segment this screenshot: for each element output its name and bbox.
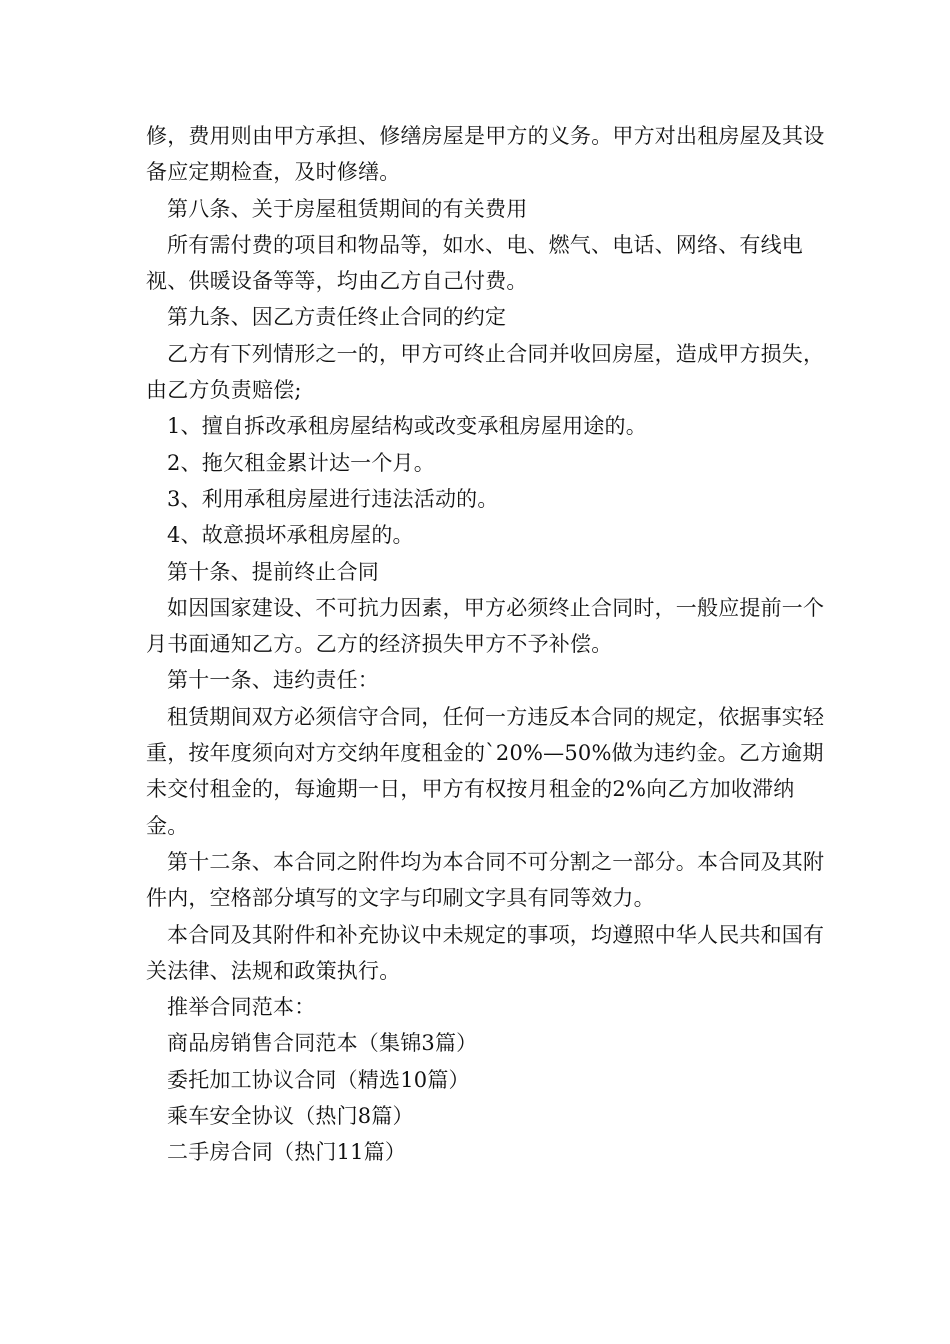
applicable-law-paragraph: 本合同及其附件和补充协议中未规定的事项，均遵照中华人民共和国有关法律、法规和政策执行。 [146,922,825,983]
document-body [146,118,836,1171]
article-10-heading: 第十条、提前终止合同 [167,559,379,584]
article-10-body: 如因国家建设、不可抗力因素，甲方必须终止合同时，一般应提前一个月书面通知乙方。乙方的经济损失甲方不予补偿。 [146,595,825,657]
article-9-item-1: 1、擅自拆改承租房屋结构或改变承租房屋用途的。 [167,414,647,439]
recommended-template-link-3[interactable]: 乘车安全协议（热门8篇） [167,1104,414,1129]
article-11-body: 租赁期间双方必须信守合同，任何一方违反本合同的规定，依据事实轻重，按年度须向对方交纳年度租金的`20%—50%做为违约金。乙方逾期未交付租金的，每逾期一日，甲方有权按月租金的2%向乙方加收滞纳金。 [146,704,825,838]
paragraph-repair-continued: 修，费用则由甲方承担、修缮房屋是甲方的义务。甲方对出租房屋及其设备应定期检查，及时修缮。 [146,124,825,185]
recommended-template-link-4[interactable]: 二手房合同（热门11篇） [167,1140,407,1165]
recommended-template-link-2[interactable]: 委托加工协议合同（精选10篇） [167,1067,470,1092]
recommended-templates-heading: 推举合同范本： [167,995,316,1020]
article-9-item-4: 4、故意损坏承租房屋的。 [167,523,414,548]
article-8-body: 所有需付费的项目和物品等，如水、电、燃气、电话、网络、有线电视、供暖设备等等，均由乙方自己付费。 [146,232,803,294]
article-9-heading: 第九条、因乙方责任终止合同的约定 [167,305,507,330]
article-11-heading: 第十一条、违约责任： [167,668,379,693]
article-12-body: 第十二条、本合同之附件均为本合同不可分割之一部分。本合同及其附件内，空格部分填写的文字与印刷文字具有同等效力。 [146,849,825,911]
article-8-heading: 第八条、关于房屋租赁期间的有关费用 [167,196,528,221]
article-9-item-3: 3、利用承租房屋进行违法活动的。 [167,486,499,511]
recommended-template-link-1[interactable]: 商品房销售合同范本（集锦3篇） [167,1031,478,1056]
article-9-body: 乙方有下列情形之一的，甲方可终止合同并收回房屋，造成甲方损失，由乙方负责赔偿; [146,341,825,403]
article-9-item-2: 2、拖欠租金累计达一个月。 [167,450,435,475]
